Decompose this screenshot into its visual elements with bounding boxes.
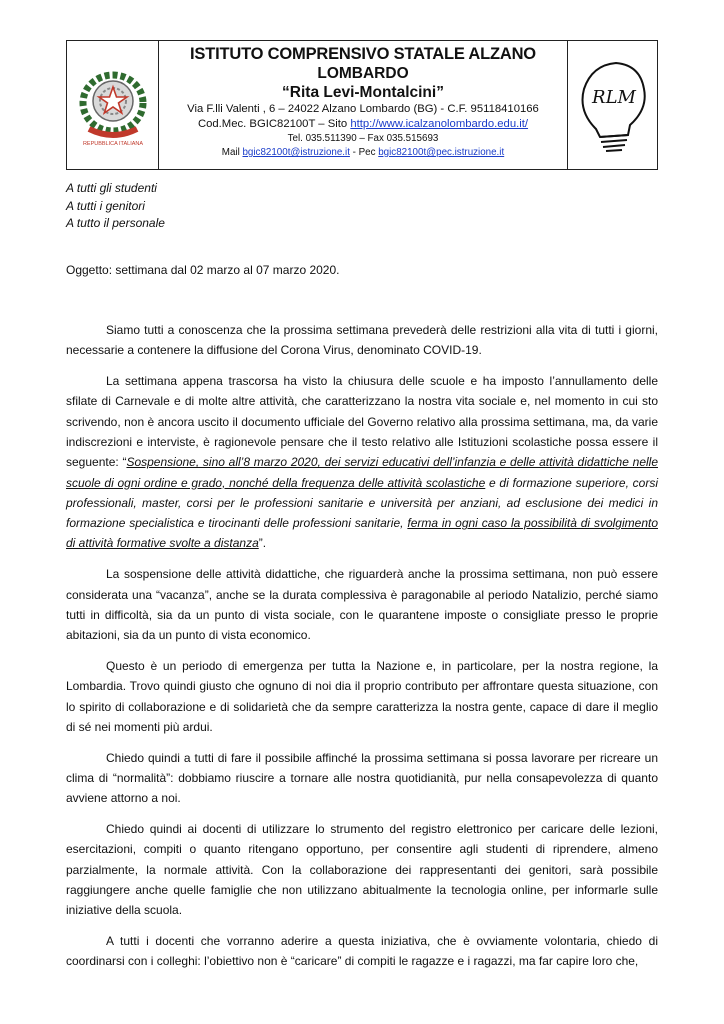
paragraph: A tutti i docenti che vorranno aderire a questa iniziativa, che è ovviamente volontaria, chiedo di coordinarsi con i colleghi: l’obiettivo non è “caricare” di compiti le ragazze e i ragazzi, ma far capire loro che, — [66, 934, 658, 969]
mec-code-line — [159, 117, 567, 132]
decree-quote-underlined: ferma in ogni caso la possibilità di svolgimento di attività formative svolte a distanza — [66, 516, 659, 551]
mail-line — [159, 146, 567, 160]
lightbulb-logo-icon — [568, 41, 658, 169]
letterhead — [66, 40, 658, 170]
svg-text:RLM: RLM — [592, 87, 636, 108]
institute-name-line-2: LOMBARDO — [317, 65, 409, 82]
paragraph: Chiedo quindi ai docenti di utilizzare lo strumento del registro elettronico per caricare delle lezioni, esercitazioni, compiti o quanto ritengano opportuno, per consentire agli studenti di riprendere, almeno parzialmente, la normale attività. Con la collaborazione dei rappresentanti dei genitori, sarà possibile raggiungere anche quelle famiglie che non utilizzano abitualmente la tecnologia online, per informarle sulle iniziative della scuola. — [66, 822, 658, 918]
paragraph — [66, 371, 658, 554]
email-link[interactable]: bgic82100t@istruzione.it — [242, 147, 350, 158]
paragraph: La sospensione delle attività didattiche, che riguarderà anche la prossima settimana, non può essere considerata una “vacanza”, anche se la durata complessiva è paragonabile al periodo Natalizio, perché siamo tutti in difficoltà, sia da un punto di vista sociale, con le quarantene imposte o consigliate presso le proprie abitazioni, sia da un punto di vista economico. — [66, 567, 658, 643]
pec-link[interactable]: bgic82100t@pec.istruzione.it — [378, 147, 505, 158]
recipient-line: A tutto il personale — [66, 216, 165, 230]
logo-cell — [567, 41, 657, 169]
decree-quote-underlined: Sospensione, sino all’8 marzo 2020, dei servizi educativi dell’infanzia e delle attività didattiche nelle scuole di ogni ordine e grado, nonché della frequenza delle attività scolastiche — [66, 455, 658, 490]
school-name: “Rita Levi-Montalcini” — [282, 84, 444, 101]
phone-fax: Tel. 035.511390 – Fax 035.515693 — [287, 133, 439, 144]
mail-label: Mail — [221, 147, 243, 158]
paragraph: Questo è un periodo di emergenza per tutta la Nazione e, in particolare, per la nostra regione, la Lombardia. Trovo quindi giusto che ognuno di noi dia il proprio contributo per affrontare questa situazione, con lo spirito di collaborazione e di solidarietà che da sempre caratterizza la nostra gente, capace di dare il meglio di sé nei momenti più ardui. — [66, 658, 658, 734]
decree-quote: e di formazione superiore, corsi professionali, master, corsi per le professioni sanitarie e università per anziani, ad esclusione dei medici in formazione specialistica e tirocinanti delle professioni sanitarie, — [66, 475, 658, 531]
emblem-cell — [67, 41, 159, 169]
website-link[interactable]: http://www.icalzanolombardo.edu.it/ — [350, 118, 529, 130]
letter-body — [66, 320, 658, 982]
svg-text:REPUBBLICA ITALIANA: REPUBBLICA ITALIANA — [82, 141, 144, 147]
institute-name: ISTITUTO COMPRENSIVO STATALE ALZANO — [190, 45, 536, 63]
pec-label: - Pec — [349, 147, 379, 158]
mec-code: Cod.Mec. BGIC82100T – Sito — [197, 118, 351, 130]
recipient-line: A tutti gli studenti — [66, 181, 157, 195]
paragraph-text: La settimana appena trascorsa ha visto la chiusura delle scuole e ha imposto l’annullamento delle sfilate di Carnevale e di molte altre attività, che caratterizzano la nostra vita sociale e, nel momento in cui sto scrivendo, non è ancora uscito il documento ufficiale del Governo relativo alla prossima settimana, ma, da varie indiscrezioni e interviste, è ragionevole pensare che il testo relativo alle Istituzioni scolastiche possa essere il seguente: “ — [66, 374, 658, 470]
subject-line: Oggetto: settimana dal 02 marzo al 07 marzo 2020. — [66, 263, 340, 277]
italian-republic-emblem — [67, 41, 159, 169]
paragraph-text: ”. — [258, 536, 267, 551]
recipient-line: A tutti i genitori — [66, 198, 145, 213]
paragraph: Chiedo quindi a tutti di fare il possibile affinché la prossima settimana si possa lavorare per ricreare un clima di “normalità”: dobbiamo riuscire a tornare alle nostra quotidianità, pur nella consapevolezza di quanto avviene attorno a noi. — [66, 750, 658, 806]
paragraph: Siamo tutti a conoscenza che la prossima settimana prevederà delle restrizioni alla vita di tutti i giorni, necessarie a contenere la diffusione del Corona Virus, denominato COVID-19. — [66, 323, 658, 358]
letterhead-text — [159, 41, 567, 169]
address: Via F.lli Valenti , 6 – 24022 Alzano Lombardo (BG) - C.F. 95118410166 — [187, 103, 539, 115]
recipients — [66, 180, 165, 233]
